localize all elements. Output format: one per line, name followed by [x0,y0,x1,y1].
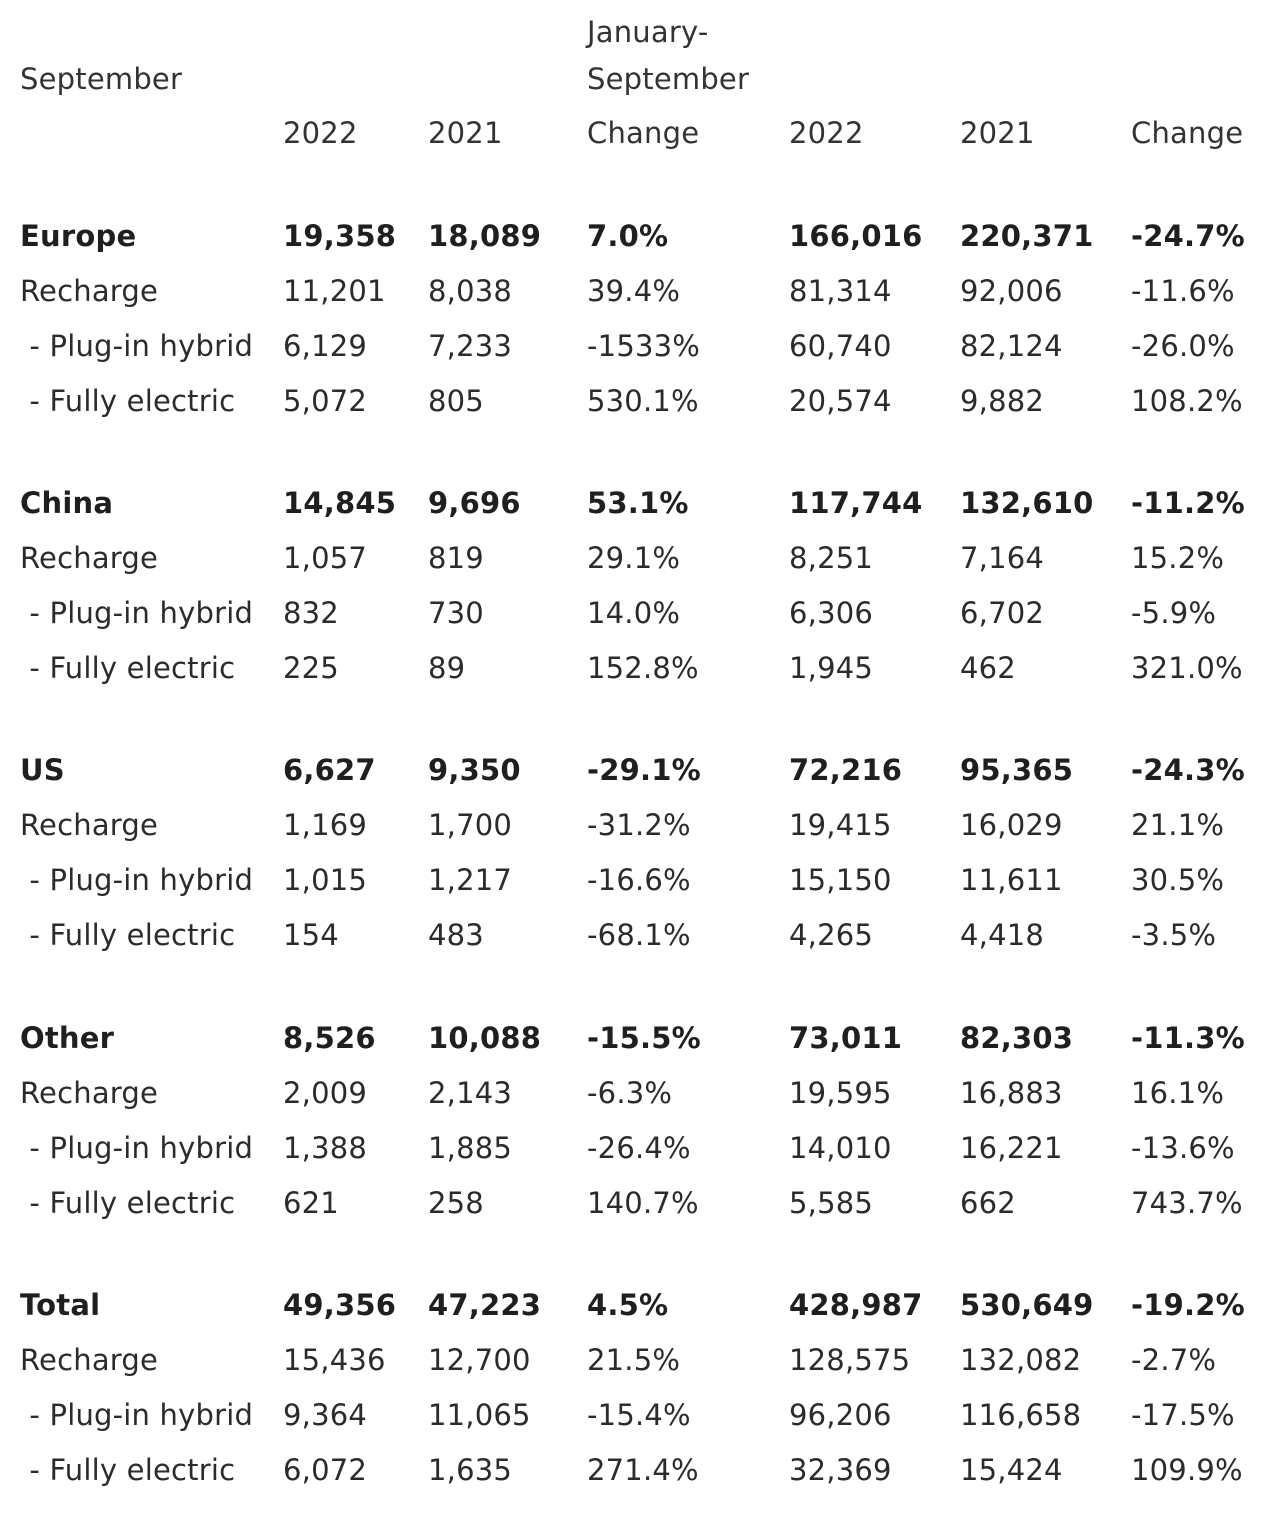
sep-2021-value: 1,885 [428,1131,513,1165]
row-label: - Plug-in hybrid [20,596,254,630]
sep-change-value: 7.0% [587,219,669,253]
sep-change-header: Change [587,116,700,150]
region-label: US [20,753,65,787]
sep-2022-value: 1,057 [283,541,368,575]
ytd-change-value: 321.0% [1131,651,1243,685]
region-label: Europe [20,219,137,253]
sep-2022-value: 5,072 [283,384,368,418]
sep-2021-value: 258 [428,1186,484,1220]
row-label: Recharge [20,1343,159,1377]
sep-2022-value: 9,364 [283,1398,368,1432]
sep-2021-value: 8,038 [428,274,513,308]
region-label: China [20,486,114,520]
sep-2022-value: 19,358 [283,219,397,253]
sep-2022-value: 6,129 [283,329,368,363]
sep-2021-value: 2,143 [428,1076,513,1110]
ytd-2021-value: 95,365 [960,753,1074,787]
sep-2021-value: 18,089 [428,219,542,253]
sep-change-value: -1533% [587,329,701,363]
sep-2022-header: 2022 [283,116,358,150]
sep-2022-value: 1,169 [283,808,368,842]
ytd-change-value: -2.7% [1131,1343,1217,1377]
ytd-2021-value: 220,371 [960,219,1094,253]
sep-change-value: -16.6% [587,863,691,897]
row-label: Recharge [20,808,159,842]
sep-change-value: -29.1% [587,753,701,787]
ytd-2021-value: 7,164 [960,541,1045,575]
ytd-header-line1: January- [587,15,709,49]
sep-2022-value: 49,356 [283,1288,397,1322]
sep-2022-value: 225 [283,651,339,685]
sep-2021-value: 11,065 [428,1398,531,1432]
sep-2022-value: 6,627 [283,753,376,787]
ytd-change-value: 743.7% [1131,1186,1243,1220]
ytd-2022-value: 81,314 [789,274,892,308]
sep-2022-value: 154 [283,918,339,952]
sep-2022-value: 15,436 [283,1343,386,1377]
ytd-2021-value: 132,082 [960,1343,1082,1377]
sep-2021-value: 9,696 [428,486,521,520]
ytd-2021-value: 92,006 [960,274,1063,308]
ytd-2021-value: 16,883 [960,1076,1063,1110]
ytd-2022-value: 1,945 [789,651,874,685]
ytd-2022-value: 4,265 [789,918,874,952]
ytd-change-value: -11.6% [1131,274,1235,308]
sep-change-value: 14.0% [587,596,681,630]
ytd-2022-value: 6,306 [789,596,874,630]
sep-2021-value: 1,635 [428,1453,513,1487]
ytd-change-value: -3.5% [1131,918,1217,952]
sep-2022-value: 832 [283,596,339,630]
sep-2022-value: 2,009 [283,1076,368,1110]
ytd-change-value: -11.3% [1131,1021,1245,1055]
sep-2021-value: 819 [428,541,484,575]
ytd-2021-value: 16,029 [960,808,1063,842]
row-label: - Plug-in hybrid [20,1131,254,1165]
sep-change-value: -31.2% [587,808,691,842]
ytd-change-value: 109.9% [1131,1453,1243,1487]
row-label: Recharge [20,541,159,575]
ytd-2021-value: 82,303 [960,1021,1074,1055]
row-label: - Fully electric [20,1186,236,1220]
row-label: Recharge [20,274,159,308]
ytd-2021-value: 4,418 [960,918,1045,952]
ytd-2022-value: 166,016 [789,219,923,253]
ytd-2021-value: 132,610 [960,486,1094,520]
row-label: - Fully electric [20,918,236,952]
ytd-2021-value: 530,649 [960,1288,1094,1322]
ytd-change-value: -19.2% [1131,1288,1245,1322]
sep-change-value: 53.1% [587,486,689,520]
ytd-2022-value: 5,585 [789,1186,874,1220]
sep-2022-value: 1,015 [283,863,368,897]
sep-change-value: 140.7% [587,1186,699,1220]
sep-2021-value: 1,700 [428,808,513,842]
sep-change-value: -68.1% [587,918,691,952]
row-label: Recharge [20,1076,159,1110]
sep-change-value: -15.4% [587,1398,691,1432]
ytd-change-header: Change [1131,116,1244,150]
ytd-2021-header: 2021 [960,116,1035,150]
ytd-header-line2: September [587,62,750,96]
ytd-2022-value: 73,011 [789,1021,903,1055]
sep-2021-value: 9,350 [428,753,521,787]
ytd-2021-value: 11,611 [960,863,1063,897]
ytd-2022-value: 19,595 [789,1076,892,1110]
sep-2021-value: 89 [428,651,466,685]
ytd-2021-value: 82,124 [960,329,1063,363]
ytd-2022-value: 19,415 [789,808,892,842]
sep-2022-value: 6,072 [283,1453,368,1487]
ytd-2022-value: 117,744 [789,486,923,520]
sep-change-value: 4.5% [587,1288,669,1322]
ytd-2022-value: 15,150 [789,863,892,897]
ytd-change-value: 30.5% [1131,863,1225,897]
ytd-2022-value: 96,206 [789,1398,892,1432]
sep-2021-value: 7,233 [428,329,513,363]
ytd-2021-value: 116,658 [960,1398,1082,1432]
ytd-change-value: -24.7% [1131,219,1245,253]
sep-2021-value: 1,217 [428,863,513,897]
ytd-change-value: -24.3% [1131,753,1245,787]
sep-change-value: 152.8% [587,651,699,685]
ytd-change-value: 16.1% [1131,1076,1225,1110]
ytd-change-value: -13.6% [1131,1131,1235,1165]
ytd-2021-value: 15,424 [960,1453,1063,1487]
sep-change-value: 21.5% [587,1343,681,1377]
ytd-2021-value: 6,702 [960,596,1045,630]
ytd-2022-value: 8,251 [789,541,874,575]
sep-2021-value: 730 [428,596,484,630]
sep-2022-value: 621 [283,1186,339,1220]
ytd-2022-value: 20,574 [789,384,892,418]
sep-change-value: 29.1% [587,541,681,575]
sep-2021-header: 2021 [428,116,503,150]
sep-change-value: 39.4% [587,274,681,308]
row-label: - Plug-in hybrid [20,1398,254,1432]
ytd-2021-value: 662 [960,1186,1016,1220]
sep-change-value: -26.4% [587,1131,691,1165]
ytd-change-value: 21.1% [1131,808,1225,842]
sep-change-value: -6.3% [587,1076,673,1110]
ytd-2022-value: 14,010 [789,1131,892,1165]
september-header: September [20,62,183,96]
ytd-change-value: -17.5% [1131,1398,1235,1432]
row-label: - Fully electric [20,651,236,685]
sep-change-value: -15.5% [587,1021,701,1055]
ytd-2022-value: 428,987 [789,1288,923,1322]
ytd-2022-value: 72,216 [789,753,903,787]
sep-change-value: 271.4% [587,1453,699,1487]
sep-2022-value: 8,526 [283,1021,376,1055]
ytd-change-value: 108.2% [1131,384,1243,418]
sep-2021-value: 483 [428,918,484,952]
ytd-2022-header: 2022 [789,116,864,150]
sep-2022-value: 11,201 [283,274,386,308]
ytd-change-value: -5.9% [1131,596,1217,630]
ytd-2021-value: 16,221 [960,1131,1063,1165]
ytd-2021-value: 462 [960,651,1016,685]
sep-2021-value: 805 [428,384,484,418]
row-label: - Fully electric [20,384,236,418]
row-label: - Plug-in hybrid [20,863,254,897]
region-label: Total [20,1288,101,1322]
row-label: - Fully electric [20,1453,236,1487]
ytd-2022-value: 32,369 [789,1453,892,1487]
sep-2021-value: 12,700 [428,1343,531,1377]
ytd-change-value: 15.2% [1131,541,1225,575]
sep-2022-value: 14,845 [283,486,397,520]
sep-2021-value: 47,223 [428,1288,542,1322]
ytd-2021-value: 9,882 [960,384,1045,418]
sep-2022-value: 1,388 [283,1131,368,1165]
row-label: - Plug-in hybrid [20,329,254,363]
ytd-change-value: -26.0% [1131,329,1235,363]
ytd-2022-value: 128,575 [789,1343,911,1377]
ytd-2022-value: 60,740 [789,329,892,363]
ytd-change-value: -11.2% [1131,486,1245,520]
region-label: Other [20,1021,115,1055]
sep-change-value: 530.1% [587,384,699,418]
sep-2021-value: 10,088 [428,1021,542,1055]
